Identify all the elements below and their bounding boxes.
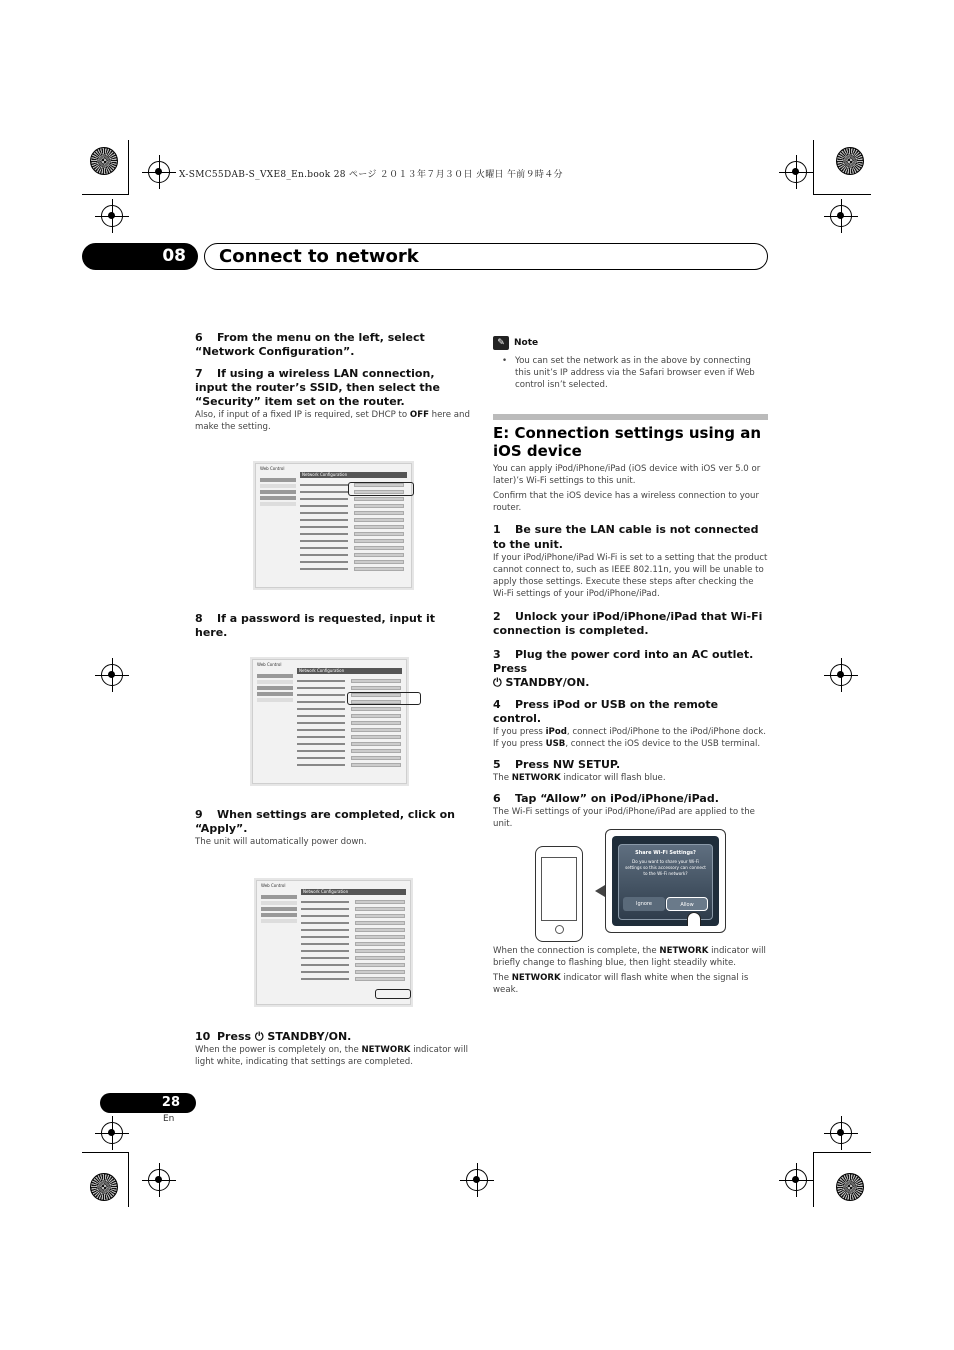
registration-sun-icon — [836, 1173, 864, 1201]
print-file-line: X-SMC55DAB-S_VXE8_En.book 28 ページ ２０１３年７月３０日 火曜日 午前９時４分 — [179, 170, 563, 180]
language-code: En — [163, 1114, 175, 1124]
web-control-screenshot-2 — [252, 659, 407, 784]
left-column — [195, 331, 470, 433]
ios-step-5-heading: 5 Press NW SETUP. — [493, 758, 621, 771]
web-control-label: Web Control — [260, 466, 285, 471]
dialog-title: Share Wi-Fi Settings? — [635, 850, 696, 856]
step-7-heading: 7 If using a wireless LAN connection, input the router’s SSID, then select the “Security” item set on the router. — [195, 367, 440, 408]
completion-note-1: When the connection is complete, the NETWORK indicator will briefly change to flashing blue, then light steadily white. — [493, 946, 766, 968]
registration-mark-icon — [101, 205, 123, 227]
ios-step-3-heading: 3 Plug the power cord into an AC outlet. Press ⏻ STANDBY/ON. — [493, 648, 754, 689]
step-7-body: Also, if input of a fixed IP is required, set DHCP to OFF here and make the setting. — [195, 410, 470, 432]
chapter-title: Connect to network — [204, 243, 768, 270]
step-9-heading: 9 When settings are completed, click on “Apply”. — [195, 808, 455, 835]
step-9-body: The unit will automatically power down. — [195, 837, 367, 847]
ios-step-1-heading: 1 Be sure the LAN cable is not connected to the unit. — [493, 523, 759, 551]
allow-button[interactable]: Allow — [666, 897, 708, 911]
iphone-illustration — [535, 846, 583, 942]
power-icon: ⏻ — [254, 1030, 264, 1043]
section-divider — [493, 414, 768, 420]
registration-sun-icon — [90, 147, 118, 175]
ios-step-6-body: The Wi-Fi settings of your iPod/iPhone/iPad are applied to the unit. — [493, 807, 755, 829]
chapter-number-badge: 08 — [82, 243, 198, 270]
home-button-icon — [555, 925, 564, 934]
ios-step-4-body: If you press iPod, connect iPod/iPhone to the iPod/iPhone dock. If you press USB, connect the iOS device to the USB terminal. — [493, 727, 766, 749]
web-control-screenshot-1 — [255, 463, 412, 588]
step-10-body: When the power is completely on, the NETWORK indicator will light white, indicating that settings are completed. — [195, 1045, 468, 1067]
completion-note-2: The NETWORK indicator will flash white when the signal is weak. — [493, 973, 749, 995]
web-control-label: Web Control — [257, 662, 282, 667]
registration-sun-icon — [836, 147, 864, 175]
intro-2: Confirm that the iOS device has a wireless connection to your router. — [493, 491, 760, 513]
registration-mark-icon — [785, 161, 807, 183]
section-title: E: Connection settings using an iOS device — [493, 424, 762, 460]
dialog-callout — [605, 829, 726, 933]
ignore-button[interactable]: Ignore — [623, 897, 665, 911]
note-label: Note — [514, 338, 539, 348]
network-configuration-bar: Network Configuration — [301, 889, 406, 895]
registration-sun-icon — [90, 1173, 118, 1201]
dialog-message: Do you want to share your Wi-Fi settings so this accessory can connect to the Wi-Fi network? — [625, 859, 706, 876]
registration-mark-icon — [148, 1169, 170, 1191]
finger-icon — [687, 912, 701, 926]
power-icon: ⏻ — [493, 676, 502, 689]
registration-mark-icon — [466, 1169, 488, 1191]
right-column — [493, 463, 768, 830]
registration-mark-icon — [148, 161, 170, 183]
note-icon: ✎ — [493, 336, 509, 350]
ios-step-5-body: The NETWORK indicator will flash blue. — [493, 773, 666, 783]
page-number: 28 — [100, 1093, 196, 1113]
callout-pointer — [595, 885, 605, 897]
registration-mark-icon — [830, 1122, 852, 1144]
ios-step-6-heading: 6 Tap “Allow” on iPod/iPhone/iPad. — [493, 792, 719, 805]
intro-1: You can apply iPod/iPhone/iPad (iOS device with iOS ver 5.0 or later)’s Wi-Fi settings to this unit. — [493, 464, 761, 486]
step-10-heading: 10 Press ⏻ STANDBY/ON. — [195, 1030, 352, 1043]
note-bullet: • You can set the network as in the above by connecting this unit’s IP address via the Safari browser even if Web control isn’t selected. — [493, 355, 768, 391]
registration-mark-icon — [101, 1122, 123, 1144]
web-control-screenshot-3 — [256, 880, 411, 1005]
registration-mark-icon — [785, 1169, 807, 1191]
registration-mark-icon — [101, 664, 123, 686]
network-configuration-bar: Network Configuration — [300, 472, 407, 478]
registration-mark-icon — [830, 664, 852, 686]
step-6-heading: 6 From the menu on the left, select “Network Configuration”. — [195, 331, 425, 358]
registration-mark-icon — [830, 205, 852, 227]
network-configuration-bar: Network Configuration — [297, 668, 402, 674]
web-control-label: Web Control — [261, 883, 286, 888]
step-8-heading: 8 If a password is requested, input it here. — [195, 612, 435, 639]
ios-step-4-heading: 4 Press iPod or USB on the remote control. — [493, 698, 719, 725]
ios-step-2-heading: 2 Unlock your iPod/iPhone/iPad that Wi-Fi connection is completed. — [493, 610, 763, 637]
ios-step-1-body: If your iPod/iPhone/iPad Wi-Fi is set to a setting that the product cannot connect to, such as IEEE 802.11n, you will be unable to apply those settings. Execute these steps after checking the Wi-Fi settings of your iPod/iPhone/iPad. — [493, 553, 768, 599]
